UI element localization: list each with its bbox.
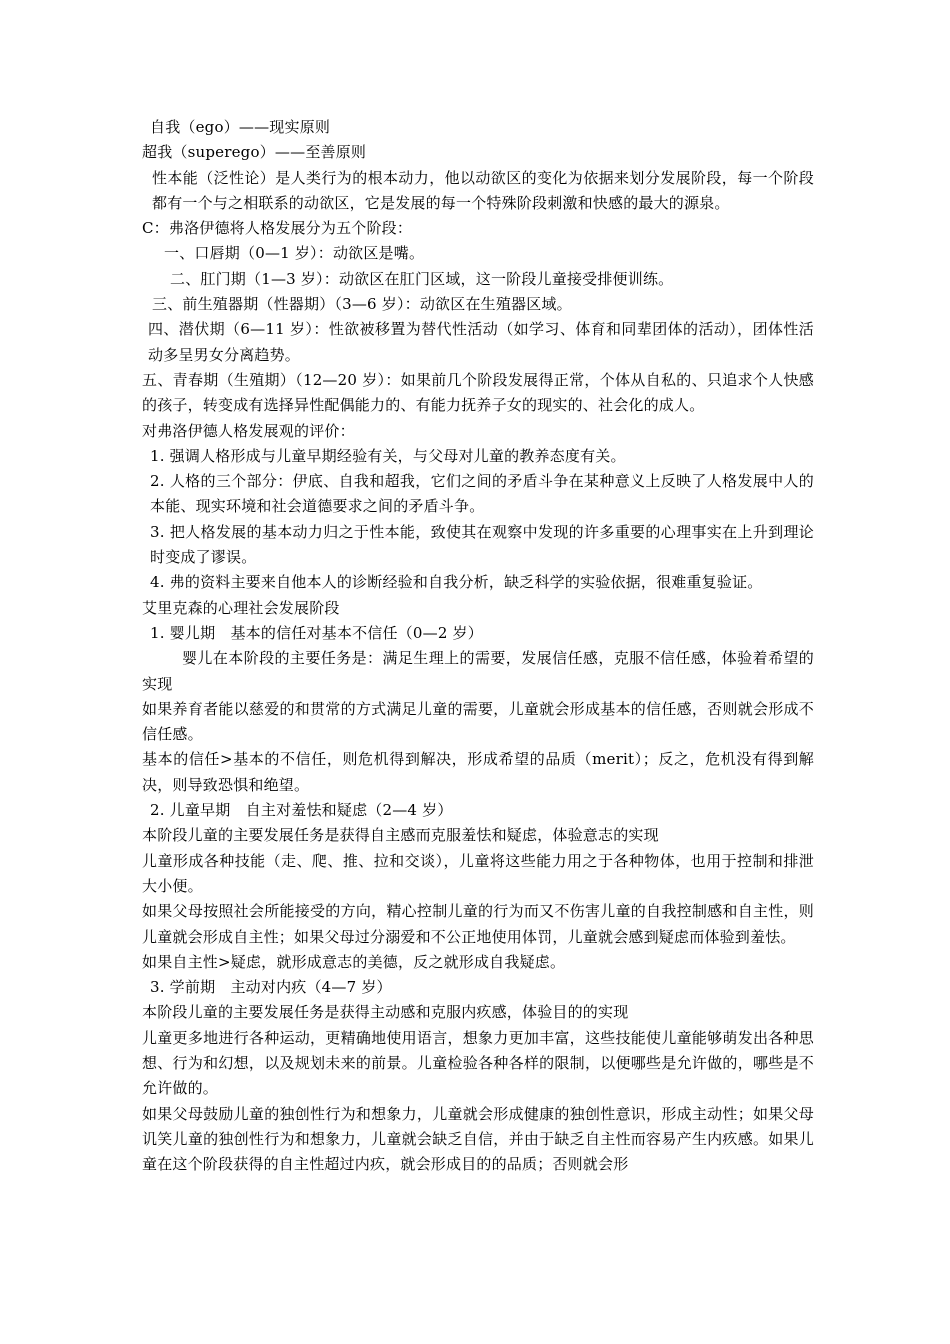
section-heading: 艾里克森的心理社会发展阶段 — [142, 598, 340, 617]
list-item: 二、肛门期（1—3 岁）：动欲区在肛门区域，这一阶段儿童接受排便训练。 — [170, 269, 674, 288]
paragraph: 自我（ego）——现实原则 — [150, 118, 331, 136]
list-item: 2. 人格的三个部分：伊底、自我和超我，它们之间的矛盾斗争在某种意义上反映了人格发展中人的本能、现实环境和社会道德要求之间的矛盾斗争。 — [150, 472, 814, 516]
paragraph: 如果自主性>疑虑，就形成意志的美德，反之就形成自我疑虑。 — [142, 952, 566, 971]
paragraph: 本阶段儿童的主要发展任务是获得自主感而克服羞怯和疑虑，体验意志的实现 — [142, 826, 659, 845]
paragraph: 婴儿在本阶段的主要任务是：满足生理上的需要，发展信任感，克服不信任感，体验着希望的实现 — [142, 649, 814, 693]
stage-heading: 1. 婴儿期 基本的信任对基本不信任（0—2 岁） — [150, 623, 483, 642]
paragraph: 如果父母鼓励儿童的独创性行为和想象力，儿童就会形成健康的独创性意识，形成主动性；如果父母讥笑儿童的独创性行为和想象力，儿童就会缺乏自信，并由于缺乏自主性而容易产生内疚感。如果儿童在这个阶段获得的自主性超过内疚，就会形成目的的品质；否则就会形 — [142, 1104, 814, 1174]
paragraph: 本阶段儿童的主要发展任务是获得主动感和克服内疚感，体验目的的实现 — [142, 1003, 629, 1022]
paragraph: 超我（superego）——至善原则 — [142, 143, 367, 162]
paragraph: 性本能（泛性论）是人类行为的根本动力，他以动欲区的变化为依据来划分发展阶段，每一个阶段都有一个与之相联系的动欲区，它是发展的每一个特殊阶段刺激和快感的最大的源泉。 — [152, 168, 814, 212]
paragraph: 儿童更多地进行各种运动，更精确地使用语言，想象力更加丰富，这些技能使儿童能够萌发出各种思想、行为和幻想，以及规划未来的前景。儿童检验各种各样的限制，以便哪些是允许做的，哪些是不允许做的。 — [142, 1028, 814, 1098]
list-item: 3. 把人格发展的基本动力归之于性本能，致使其在观察中发现的许多重要的心理事实在上升到理论时变成了谬误。 — [150, 522, 814, 567]
section-heading: 对弗洛伊德人格发展观的评价： — [142, 421, 355, 440]
paragraph: 如果父母按照社会所能接受的方向，精心控制儿童的行为而又不伤害儿童的自我控制感和自主性，则儿童就会形成自主性；如果父母过分溺爱和不公正地使用体罚，儿童就会感到疑虑而体验到羞怯。 — [142, 902, 814, 946]
list-item: 1. 强调人格形成与儿童早期经验有关，与父母对儿童的教养态度有关。 — [150, 446, 626, 465]
paragraph: C：弗洛伊德将人格发展分为五个阶段： — [142, 219, 413, 238]
list-item: 四、潜伏期（6—11 岁）：性欲被移置为替代性活动（如学习、体育和同辈团体的活动），团体性活动多呈男女分离趋势。 — [148, 320, 814, 364]
paragraph: 如果养育者能以慈爱的和贯常的方式满足儿童的需要，儿童就会形成基本的信任感，否则就会形成不信任感。 — [142, 699, 814, 744]
list-item: 一、口唇期（0—1 岁）：动欲区是嘴。 — [164, 244, 425, 263]
stage-heading: 3. 学前期 主动对内疚（4—7 岁） — [150, 978, 392, 997]
paragraph: 儿童形成各种技能（走、爬、推、拉和交谈），儿童将这些能力用之于各种物体，也用于控制和排泄大小便。 — [142, 851, 814, 895]
list-item: 4. 弗的资料主要来自他本人的诊断经验和自我分析，缺乏科学的实验依据，很难重复验证。 — [150, 573, 763, 592]
list-item: 五、青春期（生殖期）（12—20 岁）：如果前几个阶段发展得正常，个体从自私的、只追求个人快感的孩子，转变成有选择异性配偶能力的、有能力抚养子女的现实的、社会化的成人。 — [142, 370, 814, 415]
document-body — [142, 115, 814, 1177]
list-item: 三、前生殖器期（性器期）（3—6 岁）：动欲区在生殖器区域。 — [152, 295, 572, 314]
stage-heading: 2. 儿童早期 自主对羞怯和疑虑（2—4 岁） — [150, 801, 453, 820]
paragraph: 基本的信任>基本的不信任，则危机得到解决，形成希望的品质（merit）；反之，危机没有得到解决，则导致恐惧和绝望。 — [142, 750, 814, 794]
